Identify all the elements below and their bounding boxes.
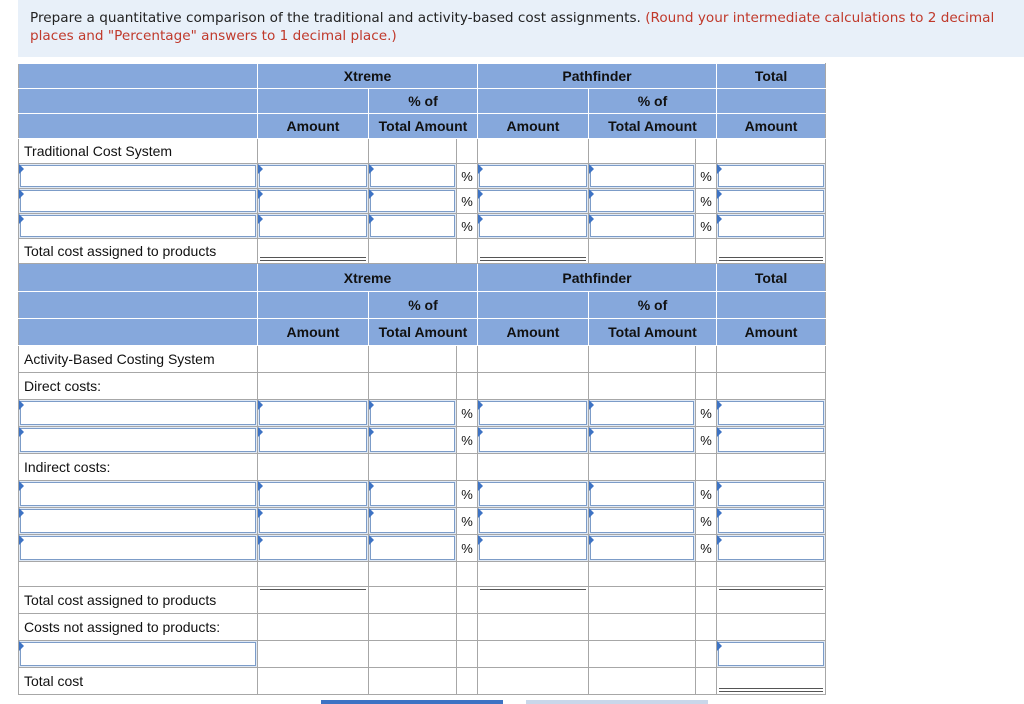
percent-sign: % [696,189,717,214]
traditional-header-row-1 [19,64,826,89]
xtreme-percent-input[interactable] [369,427,457,454]
xtreme-header: Xtreme [258,264,478,292]
percent-sign: % [457,189,478,214]
pathfinder-amount-input[interactable] [478,427,589,454]
total-amount-input[interactable] [717,508,826,535]
abc-header-row-1 [19,264,826,292]
total-amount-input[interactable] [717,535,826,562]
abc-header-row-3 [19,319,826,346]
pathfinder-total-cell[interactable] [478,239,589,264]
xtreme-amount-input[interactable] [258,427,369,454]
pathfinder-percent-input[interactable] [589,508,696,535]
total-header: Total [717,264,826,292]
abc-total-label: Total cost assigned to products [19,587,258,614]
xtreme-amount-input[interactable] [258,214,369,239]
instruction-panel [18,0,1024,57]
not-assigned-input-row [19,641,826,668]
xtreme-percent-input[interactable] [369,481,457,508]
prev-button-edge[interactable] [321,700,503,704]
direct-input-row [19,400,826,427]
pathfinder-percent-input[interactable] [589,535,696,562]
xtreme-amount-input[interactable] [258,481,369,508]
pathfinder-total-cell[interactable] [478,587,589,614]
traditional-total-label: Total cost assigned to products [19,239,258,264]
direct-costs-label: Direct costs: [19,373,258,400]
total-header: Total [717,64,826,89]
cost-comparison-table [18,63,826,695]
abc-title-row [19,346,826,373]
indirect-input-row [19,508,826,535]
percent-sign: % [696,214,717,239]
pathfinder-percent-input[interactable] [589,214,696,239]
xtreme-percent-input[interactable] [369,189,457,214]
xtreme-percent-input[interactable] [369,214,457,239]
pathfinder-total-amount-header: Total Amount [589,319,717,346]
indirect-costs-label: Indirect costs: [19,454,258,481]
abc-header-row-2 [19,292,826,319]
pathfinder-amount-input[interactable] [478,164,589,189]
pathfinder-total-amount-header: Total Amount [589,114,717,139]
cost-item-input[interactable] [19,508,258,535]
pathfinder-pct-of-header: % of [589,89,717,114]
pathfinder-percent-input[interactable] [589,481,696,508]
grand-total-cell[interactable] [717,239,826,264]
total-amount-input[interactable] [717,400,826,427]
percent-sign: % [696,164,717,189]
percent-sign: % [696,535,717,562]
cost-item-input[interactable] [19,400,258,427]
pathfinder-percent-input[interactable] [589,189,696,214]
pathfinder-header: Pathfinder [478,264,717,292]
xtreme-header: Xtreme [258,64,478,89]
pathfinder-amount-input[interactable] [478,535,589,562]
pathfinder-percent-input[interactable] [589,427,696,454]
percent-sign: % [457,508,478,535]
traditional-title: Traditional Cost System [19,139,258,164]
pathfinder-percent-input[interactable] [589,400,696,427]
instruction-text: Prepare a quantitative comparison of the traditional and activity-based cost assignments. [30,10,641,26]
direct-input-row [19,427,826,454]
pathfinder-pct-of-header: % of [589,292,717,319]
percent-sign: % [696,427,717,454]
blank-row [19,562,826,587]
traditional-input-row [19,164,826,189]
total-cost-row [19,668,826,695]
cost-item-input[interactable] [19,481,258,508]
total-amount-input[interactable] [717,427,826,454]
cost-item-input[interactable] [19,427,258,454]
pathfinder-amount-input[interactable] [478,214,589,239]
pathfinder-header: Pathfinder [478,64,717,89]
total-amount-input[interactable] [717,189,826,214]
xtreme-pct-of-header: % of [369,292,478,319]
xtreme-amount-input[interactable] [258,164,369,189]
cost-item-input[interactable] [19,164,258,189]
xtreme-pct-of-header: % of [369,89,478,114]
not-assigned-label: Costs not assigned to products: [19,614,258,641]
abc-total-amount-cell[interactable] [717,587,826,614]
total-cost-cell[interactable] [717,668,826,695]
not-assigned-item-input[interactable] [19,641,258,668]
abc-title: Activity-Based Costing System [19,346,258,373]
total-cost-label: Total cost [19,668,258,695]
percent-sign: % [457,535,478,562]
xtreme-total-amount-header: Total Amount [369,319,478,346]
xtreme-percent-input[interactable] [369,400,457,427]
total-amount-input[interactable] [717,481,826,508]
cost-item-input[interactable] [19,535,258,562]
next-button-edge[interactable] [526,700,708,704]
traditional-input-row [19,189,826,214]
traditional-input-row [19,214,826,239]
traditional-total-row [19,239,826,264]
pathfinder-amount-header: Amount [478,319,589,346]
percent-sign: % [696,481,717,508]
not-assigned-amount-input[interactable] [717,641,826,668]
xtreme-amount-input[interactable] [258,535,369,562]
cost-item-input[interactable] [19,214,258,239]
total-amount-header: Amount [717,319,826,346]
percent-sign: % [457,400,478,427]
percent-sign: % [457,214,478,239]
indirect-input-row [19,535,826,562]
direct-costs-row [19,373,826,400]
xtreme-total-amount-header: Total Amount [369,114,478,139]
percent-sign: % [696,400,717,427]
traditional-header-row-2 [19,89,826,114]
indirect-input-row [19,481,826,508]
xtreme-total-cell[interactable] [258,587,369,614]
pathfinder-amount-header: Amount [478,114,589,139]
xtreme-amount-header: Amount [258,319,369,346]
pathfinder-amount-input[interactable] [478,481,589,508]
abc-total-row [19,587,826,614]
total-amount-input[interactable] [717,164,826,189]
cost-comparison-grid [18,63,825,695]
xtreme-amount-input[interactable] [258,189,369,214]
pathfinder-amount-input[interactable] [478,400,589,427]
xtreme-percent-input[interactable] [369,164,457,189]
percent-sign: % [696,508,717,535]
xtreme-percent-input[interactable] [369,535,457,562]
total-amount-input[interactable] [717,214,826,239]
xtreme-amount-input[interactable] [258,400,369,427]
indirect-costs-row [19,454,826,481]
traditional-title-row [19,139,826,164]
rounding-note: (Round your intermediate calculations to 2 decimal places and "Percentage" answers to 1 decimal place.) [30,10,995,44]
percent-sign: % [457,164,478,189]
xtreme-percent-input[interactable] [369,508,457,535]
cost-item-input[interactable] [19,189,258,214]
percent-sign: % [457,481,478,508]
traditional-header-row-3 [19,114,826,139]
not-assigned-row [19,614,826,641]
xtreme-total-cell[interactable] [258,239,369,264]
pathfinder-amount-input[interactable] [478,508,589,535]
xtreme-amount-input[interactable] [258,508,369,535]
percent-sign: % [457,427,478,454]
total-amount-header: Amount [717,114,826,139]
pathfinder-percent-input[interactable] [589,164,696,189]
xtreme-amount-header: Amount [258,114,369,139]
pathfinder-amount-input[interactable] [478,189,589,214]
